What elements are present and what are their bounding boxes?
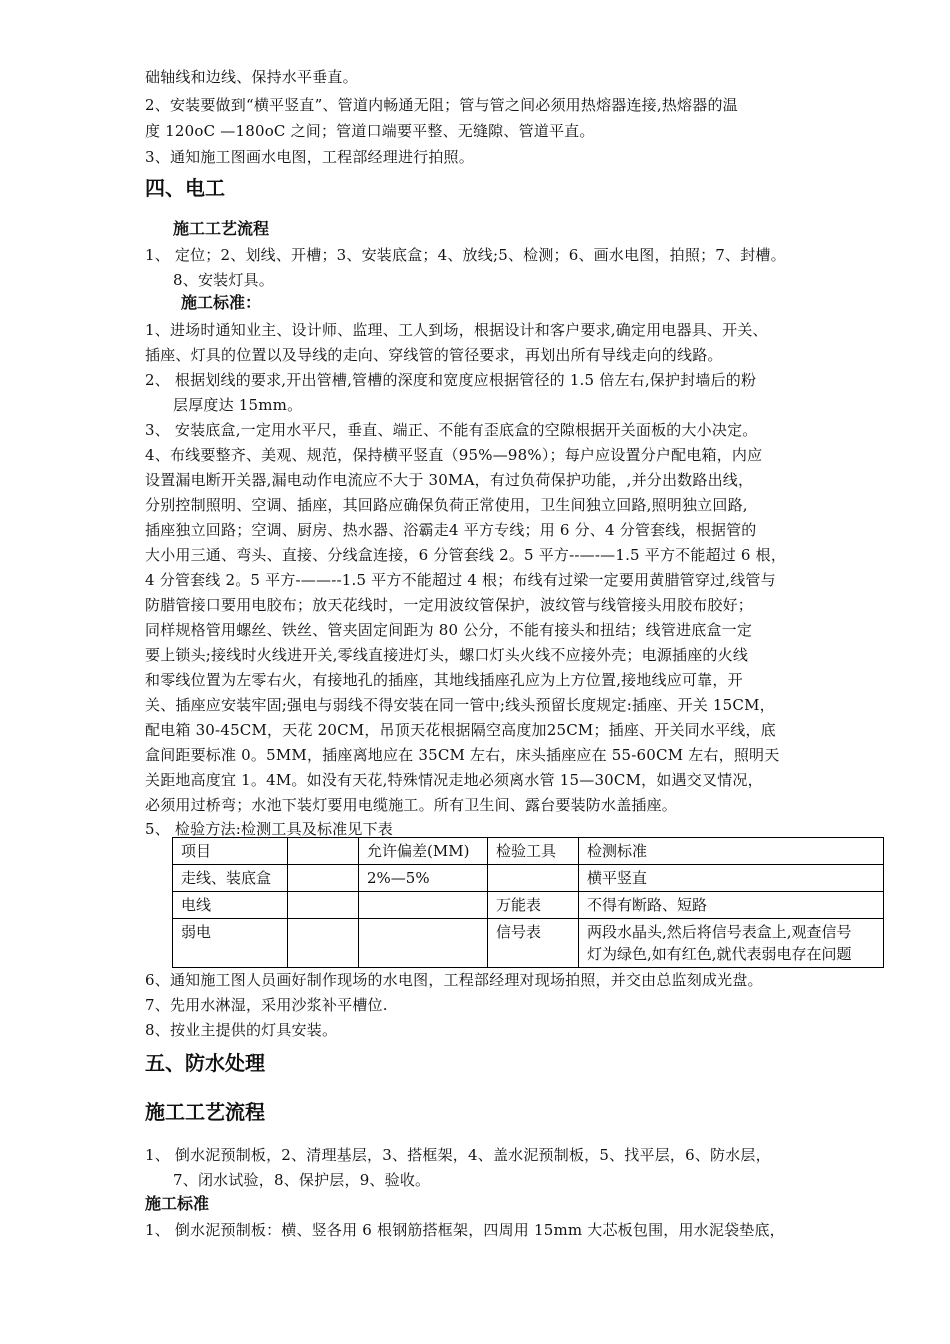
table-header-cell: 项目 [173,838,288,865]
body-line: 础轴线和边线、保持水平垂直。 [145,68,358,86]
body-line: 8、按业主提供的灯具安装。 [145,1021,338,1039]
table-header-cell: 检验工具 [488,838,579,865]
standard-line: 必须用过桥弯；水池下装灯要用电缆施工。所有卫生间、露台要装防水盖插座。 [145,796,678,814]
body-line: 7、先用水淋湿，采用沙浆补平槽位. [145,996,388,1014]
table-cell-line: 两段水晶头,然后将信号表盒上,观查信号 [587,923,852,941]
process-line: 1、 定位；2、划线、开槽；3、安装底盒；4、放线;5、检测；6、画水电图，拍照；7、封槽。 [145,246,786,264]
table-cell: 弱电 [173,919,288,968]
standard-line: 1、进场时通知业主、设计师、监理、工人到场，根据设计和客户要求,确定用电器具、开关、 [145,321,768,339]
body-line: 2、安装要做到“横平竖直”、管道内畅通无阻；管与管之间必须用热熔器连接,热熔器的温 [145,96,738,114]
table-cell: 2%—5% [359,865,488,892]
standard-line: 4、布线要整齐、美观、规范，保持横平竖直（95%—98%）；每户应设置分户配电箱，内应 [145,446,763,464]
table-cell: 万能表 [488,892,579,919]
standard-heading: 施工标准 [145,1194,210,1213]
standard-line: 和零线位置为左零右火，有接地孔的插座，其地线插座孔应为上方位置,接地线应可靠，开 [145,671,743,689]
standard-line: 分别控制照明、空调、插座，其回路应确保负荷正常使用，卫生间独立回路,照明独立回路, [145,496,748,514]
table-cell [488,865,579,892]
table-header-cell: 检测标准 [579,838,884,865]
inspection-intro: 5、 检验方法:检测工具及标准见下表 [145,820,393,838]
body-line: 3、通知施工图画水电图，工程部经理进行拍照。 [145,148,474,166]
body-line: 6、通知施工图人员画好制作现场的水电图，工程部经理对现场拍照，并交由总监刻成光盘。 [145,971,763,989]
standard-line: 关、插座应安装牢固;强电与弱线不得安装在同一管中;线头预留长度规定:插座、开关 15CM， [145,696,775,714]
table-cell-line: 灯为绿色,如有红色,就代表弱电存在问题 [587,945,852,963]
table-cell-multiline [579,919,884,968]
process-line: 8、安装灯具。 [173,271,274,289]
standard-heading: 施工标准： [181,293,262,312]
table-cell: 不得有断路、短路 [579,892,884,919]
process-heading: 施工工艺流程 [145,1100,265,1124]
standard-line: 防腊管接口要用电胶布；放天花线时，一定用波纹管保护，波纹管与线管接头用胶布胶好； [145,596,754,614]
standard-line: 关距地高度宜 1。4M。如没有天花,特殊情况走地必须离水管 15—30CM，如遇交叉情况， [145,771,763,789]
standard-line: 大小用三通、弯头、直接、分线盒连接，6 分管套线 2。5 平方--—-—1.5 平方不能超过 6 根， [145,546,787,564]
table-row [173,919,884,968]
standard-line: 1、 倒水泥预制板：横、竖各用 6 根钢筋搭框架，四周用 15mm 大芯板包围，用水泥袋垫底， [145,1221,785,1239]
standard-line: 插座、灯具的位置以及导线的走向、穿线管的管径要求，再划出所有导线走向的线路。 [145,346,723,364]
table-cell: 信号表 [488,919,579,968]
table-cell [288,919,359,968]
table-cell [359,892,488,919]
table-cell: 电线 [173,892,288,919]
standard-line: 插座独立回路；空调、厨房、热水器、浴霸走4 平方专线；用 6 分、4 分管套线，根据管的 [145,521,757,539]
inspection-table [172,837,884,968]
process-line: 1、 倒水泥预制板，2、清理基层，3、搭框架，4、盖水泥预制板，5、找平层，6、防水层， [145,1146,771,1164]
table-row [173,865,884,892]
table-cell [288,892,359,919]
standard-line: 设置漏电断开关器,漏电动作电流应不大于 30MA，有过负荷保护功能，,并分出数路出线， [145,471,754,489]
section-title-electrical: 四、电工 [145,176,225,200]
standard-line: 配电箱 30-45CM，天花 20CM，吊顶天花根据隔空高度加25CM；插座、开关同水平线，底 [145,721,776,739]
process-heading: 施工工艺流程 [173,219,270,238]
table-cell [288,865,359,892]
standard-line: 层厚度达 15mm。 [173,396,303,414]
table-header-cell: 允许偏差(MM) [359,838,488,865]
table-cell: 横平竖直 [579,865,884,892]
table-cell: 走线、装底盒 [173,865,288,892]
standard-line: 2、 根据划线的要求,开出管槽,管槽的深度和宽度应根据管径的 1.5 倍左右,保护封墙后的粉 [145,371,757,389]
standard-line: 盒间距要标准 0。5MM，插座离地应在 35CM 左右，床头插座应在 55-60CM 左右，照明天 [145,746,780,764]
standard-line: 要上锁头;接线时火线进开关,零线直接进灯头，螺口灯头火线不应接外壳；电源插座的火线 [145,646,749,664]
process-line: 7、闭水试验，8、保护层，9、验收。 [173,1171,431,1189]
section-title-waterproofing: 五、防水处理 [145,1051,265,1075]
table-cell [359,919,488,968]
standard-line: 4 分管套线 2。5 平方-——--1.5 平方不能超过 4 根；布线有过梁一定要用黄腊管穿过,线管与 [145,571,776,589]
table-header-row [173,838,884,865]
standard-line: 同样规格管用螺丝、铁丝、管夹固定间距为 80 公分，不能有接头和扭结；线管进底盒一定 [145,621,753,639]
table-header-cell [288,838,359,865]
table-row [173,892,884,919]
body-line: 度 120oC —180oC 之间；管道口端要平整、无缝隙、管道平直。 [145,122,595,140]
standard-line: 3、 安装底盒,一定用水平尺，垂直、端正、不能有歪底盒的空隙根据开关面板的大小决定。 [145,421,758,439]
